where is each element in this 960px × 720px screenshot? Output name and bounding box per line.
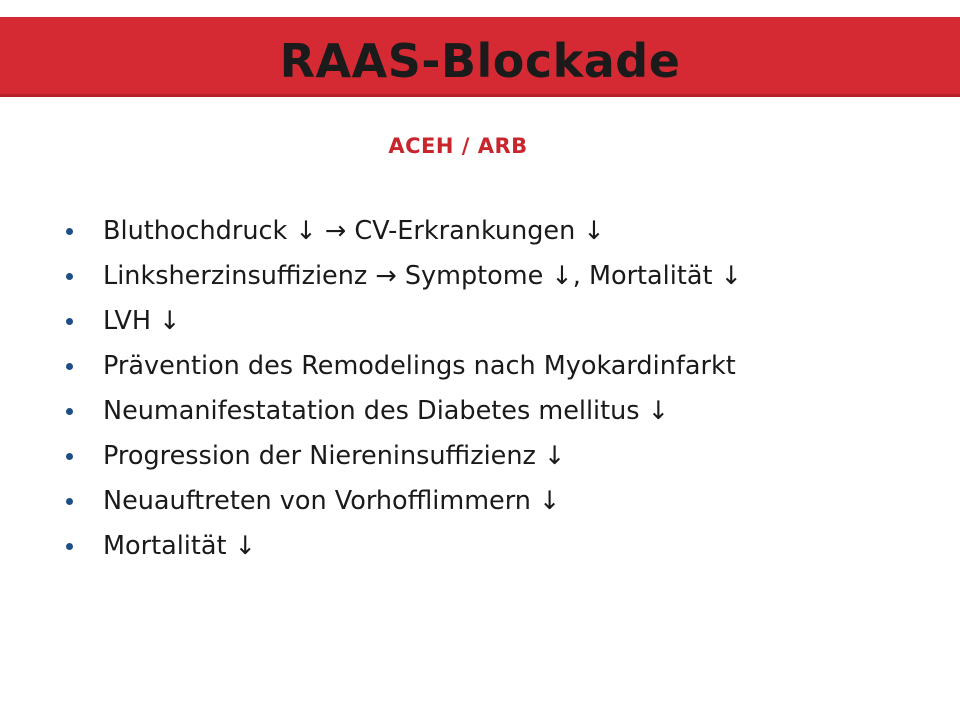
bullet-dot-icon (66, 273, 73, 280)
bullet-text: Mortalität ↓ (103, 531, 256, 561)
bullet-text: LVH ↓ (103, 306, 181, 336)
bullet-text: Neuauftreten von Vorhofflimmern ↓ (103, 486, 561, 516)
bullet-dot-icon (66, 543, 73, 550)
bullet-dot-icon (66, 453, 73, 460)
bullet-dot-icon (66, 228, 73, 235)
bullet-dot-icon (66, 408, 73, 415)
slide-title: RAAS-Blockade (279, 34, 681, 88)
bullet-dot-icon (66, 363, 73, 370)
bullet-text: Bluthochdruck ↓ → CV-Erkrankungen ↓ (103, 216, 605, 246)
bullet-dot-icon (66, 498, 73, 505)
bullet-text: Linksherzinsuffizienz → Symptome ↓, Mortalität ↓ (103, 261, 742, 291)
bullet-text: Prävention des Remodelings nach Myokardinfarkt (103, 351, 736, 381)
slide-subtitle: ACEH / ARB (388, 134, 528, 158)
bullet-text: Neumanifestatation des Diabetes mellitus ↓ (103, 396, 670, 426)
bullet-text: Progression der Niereninsuffizienz ↓ (103, 441, 566, 471)
bullet-dot-icon (66, 318, 73, 325)
